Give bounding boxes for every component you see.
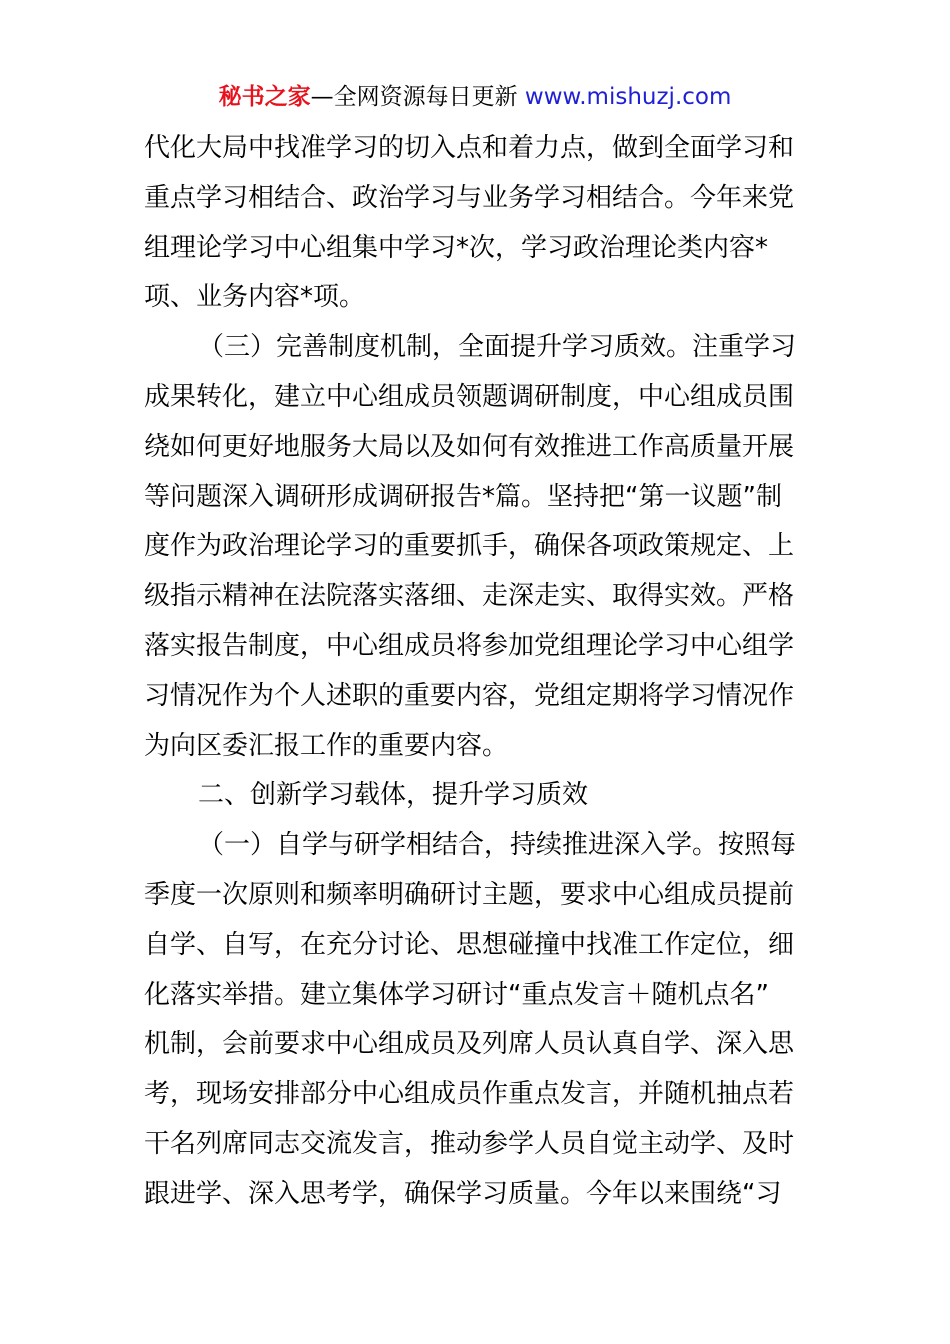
text-line: 项、业务内容*项。 — [144, 282, 366, 313]
text-line: 考，现场安排部分中心组成员作重点发言，并随机抽点若 — [144, 1079, 795, 1110]
site-tagline: —全网资源每日更新 — [310, 84, 518, 110]
site-url[interactable]: www.mishuzj.com — [524, 84, 732, 110]
site-brand: 秘书之家 — [218, 84, 311, 110]
text-line: 机制，会前要求中心组成员及列席人员认真自学、深入思 — [144, 1029, 795, 1060]
text-line: 代化大局中找准学习的切入点和着力点，做到全面学习和 — [144, 133, 795, 163]
text-line: 落实报告制度，中心组成员将参加党组理论学习中心组学 — [144, 630, 795, 661]
text-line: 干名列席同志交流发言，推动参学人员自觉主动学、及时 — [144, 1128, 795, 1159]
text-line: 习情况作为个人述职的重要内容，党组定期将学习情况作 — [144, 680, 795, 711]
section-heading: 二、创新学习载体，提升学习质效 — [198, 780, 589, 811]
text-line: 为向区委汇报工作的重要内容。 — [144, 730, 509, 761]
text-line: 度作为政治理论学习的重要抓手，确保各项政策规定、上 — [144, 531, 795, 562]
document-body — [144, 124, 814, 1220]
text-line: 成果转化，建立中心组成员领题调研制度，中心组成员围 — [144, 381, 795, 412]
site-header — [0, 80, 950, 114]
text-line: 级指示精神在法院落实落细、走深走实、取得实效。严格 — [144, 581, 795, 612]
text-line: 自学、自写，在充分讨论、思想碰撞中找准工作定位，细 — [144, 929, 795, 960]
text-line: 季度一次原则和频率明确研讨主题，要求中心组成员提前 — [144, 879, 795, 910]
text-line: 绕如何更好地服务大局以及如何有效推进工作高质量开展 — [144, 431, 795, 462]
text-line: 重点学习相结合、政治学习与业务学习相结合。今年来党 — [144, 182, 795, 213]
paragraph-start: （三）完善制度机制，全面提升学习质效。注重学习 — [198, 332, 797, 363]
text-line: 化落实举措。建立集体学习研讨“重点发言＋随机点名” — [144, 979, 769, 1010]
text-line: 跟进学、深入思考学，确保学习质量。今年以来围绕“习 — [144, 1178, 782, 1209]
text-line: 组理论学习中心组集中学习*次，学习政治理论类内容* — [144, 232, 769, 263]
text-line: 等问题深入调研形成调研报告*篇。坚持把“第一议题”制 — [144, 481, 782, 512]
paragraph-start: （一）自学与研学相结合，持续推进深入学。按照每 — [198, 830, 797, 861]
